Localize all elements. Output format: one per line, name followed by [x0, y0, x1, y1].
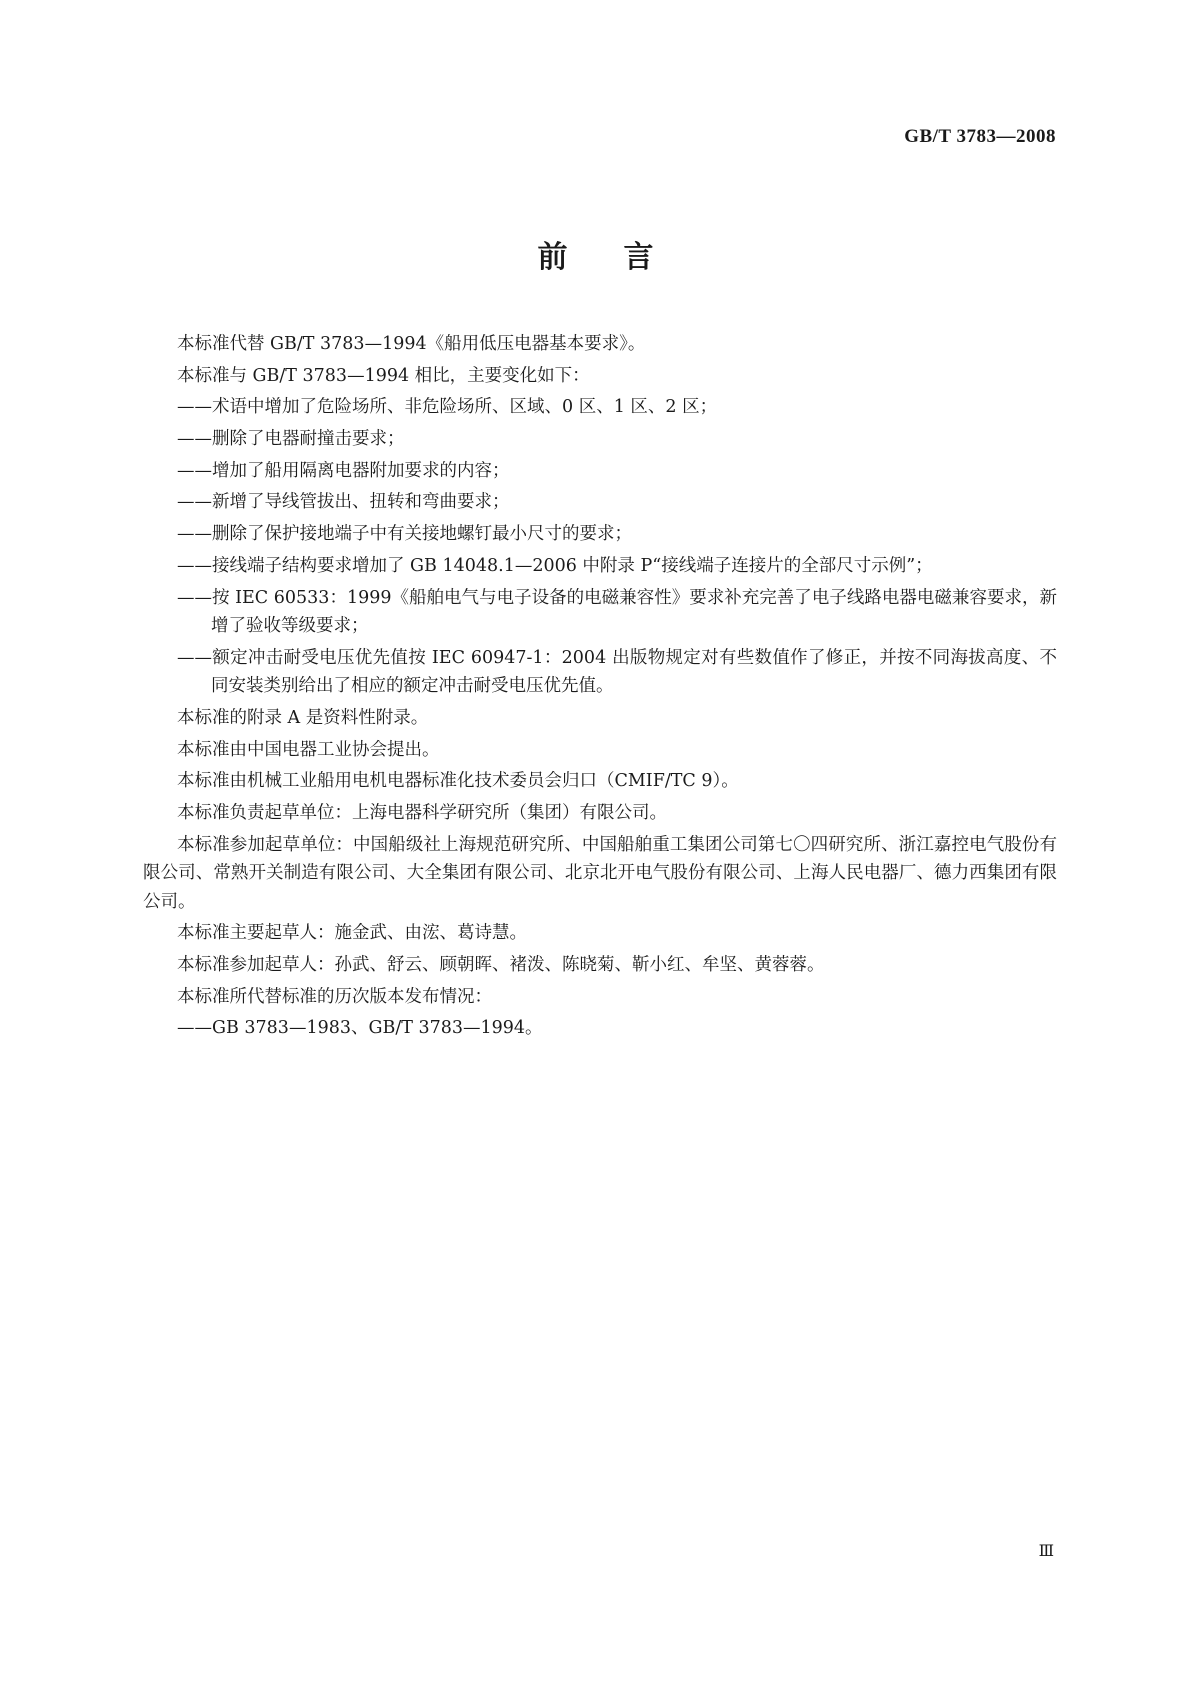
paragraph: 本标准由中国电器工业协会提出。	[177, 739, 440, 760]
list-item: ——按 IEC 60533：1999《船舶电气与电子设备的电磁兼容性》要求补充完善了电子线路电器电磁兼容要求，新增了验收等级要求；	[177, 587, 1057, 636]
list-item: ——增加了船用隔离电器附加要求的内容；	[177, 460, 510, 481]
paragraph: 本标准参加起草人：孙武、舒云、顾朝晖、褚泼、陈晓菊、靳小红、牟坚、黄蓉蓉。	[177, 955, 825, 975]
list-item: ——删除了保护接地端子中有关接地螺钉最小尺寸的要求；	[177, 524, 632, 545]
paragraph: 本标准代替 GB/T 3783—1994《船用低压电器基本要求》。	[177, 334, 646, 354]
paragraph: 本标准参加起草单位：中国船级社上海规范研究所、中国船舶重工集团公司第七〇四研究所、浙江嘉控电气股份有限公司、常熟开关制造有限公司、大全集团有限公司、北京北开电气股份有限公司、上海人民电器厂、德力西集团有限公司。	[143, 834, 1057, 912]
paragraph: 本标准与 GB/T 3783—1994 相比，主要变化如下：	[177, 365, 590, 386]
list-item: ——接线端子结构要求增加了 GB 14048.1—2006 中附录 P“接线端子连接片的全部尺寸示例”；	[177, 555, 933, 576]
list-item: ——额定冲击耐受电压优先值按 IEC 60947-1：2004 出版物规定对有些数值作了修正，并按不同海拔高度、不同安装类别给出了相应的额定冲击耐受电压优先值。	[177, 647, 1057, 697]
paragraph: 本标准所代替标准的历次版本发布情况：	[177, 986, 492, 1007]
standard-code: GB/T 3783—2008	[904, 126, 1056, 147]
preface-body	[143, 330, 1057, 1046]
page-title: 前言	[537, 240, 710, 275]
page-number: Ⅲ	[1038, 1543, 1053, 1560]
list-item: ——新增了导线管拔出、扭转和弯曲要求；	[177, 492, 510, 513]
paragraph: 本标准由机械工业船用电机电器标准化技术委员会归口（CMIF/TC 9）。	[177, 771, 739, 792]
paragraph: 本标准主要起草人：施金武、由浤、葛诗慧。	[177, 923, 527, 944]
list-item: ——GB 3783—1983、GB/T 3783—1994。	[177, 1018, 543, 1039]
paragraph: 本标准的附录 A 是资料性附录。	[177, 707, 429, 728]
list-item: ——术语中增加了危险场所、非危险场所、区域、0 区、1 区、2 区；	[177, 397, 718, 418]
list-item: ——删除了电器耐撞击要求；	[177, 429, 405, 450]
paragraph: 本标准负责起草单位：上海电器科学研究所（集团）有限公司。	[177, 802, 667, 823]
